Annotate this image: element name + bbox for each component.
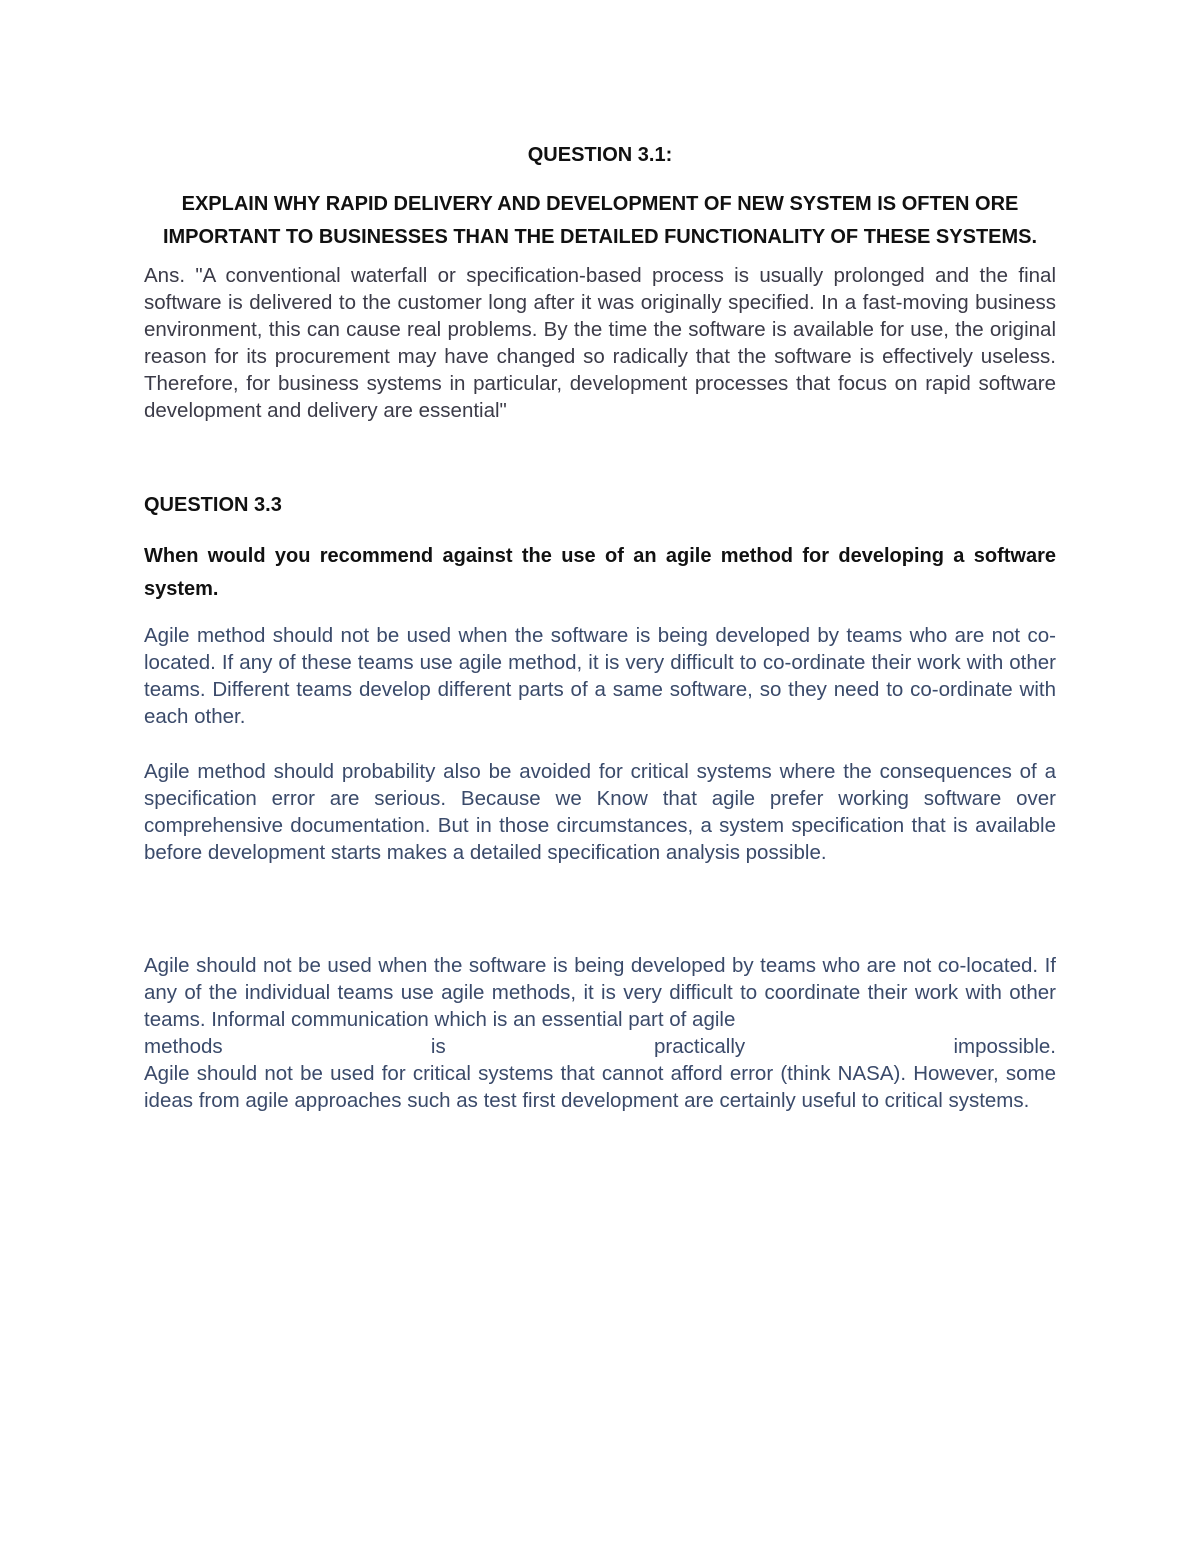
- answer-paragraph-3: [144, 952, 1056, 1114]
- question-3-1-heading-line-2: IMPORTANT TO BUSINESSES THAN THE DETAILED FUNCTIONALITY OF THESE SYSTEMS.: [162, 226, 1038, 248]
- question-3-3-title: QUESTION 3.3: [144, 494, 282, 516]
- question-3-3-heading: When would you recommend against the use of an agile method for developing a software system.: [144, 545, 1056, 600]
- answer-paragraph-2: Agile method should probability also be avoided for critical systems where the consequences of a specification error are serious. Because we Know that agile prefer working software over comprehensive documentation. But in those circumstances, a system specification that is available before development starts makes a detailed specification analysis possible.: [144, 760, 1056, 864]
- spread-word: practically: [654, 1035, 746, 1058]
- question-3-1-heading: [144, 188, 1056, 254]
- question-3-1-title: QUESTION 3.1:: [527, 144, 673, 166]
- answer-paragraph-3-spread-line: [144, 1033, 1056, 1060]
- answer-paragraph-1: Agile method should not be used when the software is being developed by teams who are not co-located. If any of these teams use agile method, it is very difficult to co-ordinate their work with other teams. Different teams develop different parts of a same software, so they need to co-ordinate with each other.: [144, 624, 1056, 728]
- answer-paragraph-3-part-1: Agile should not be used when the software is being developed by teams who are not co-located. If any of the individual teams use agile methods, it is very difficult to coordinate their work with other teams. Informal communication which is an essential part of agile: [144, 954, 1056, 1031]
- question-3-1-answer: Ans. "A conventional waterfall or specification-based process is usually prolonged and the final software is delivered to the customer long after it was originally specified. In a fast-moving business environment, this can cause real problems. By the time the software is available for use, the original reason for its procurement may have changed so radically that the software is effectively useless. Therefore, for business systems in particular, development processes that focus on rapid software development and delivery are essential": [144, 264, 1056, 422]
- question-3-1-heading-line-1: EXPLAIN WHY RAPID DELIVERY AND DEVELOPMENT OF NEW SYSTEM IS OFTEN ORE: [181, 193, 1019, 215]
- document-content: [144, 140, 1056, 1114]
- spread-word: impossible.: [953, 1035, 1056, 1058]
- spread-word: is: [430, 1035, 446, 1058]
- spread-word: methods: [144, 1035, 223, 1058]
- answer-paragraph-3-part-2: Agile should not be used for critical systems that cannot afford error (think NASA). However, some ideas from agile approaches such as test first development are certainly useful to critical systems.: [144, 1062, 1056, 1112]
